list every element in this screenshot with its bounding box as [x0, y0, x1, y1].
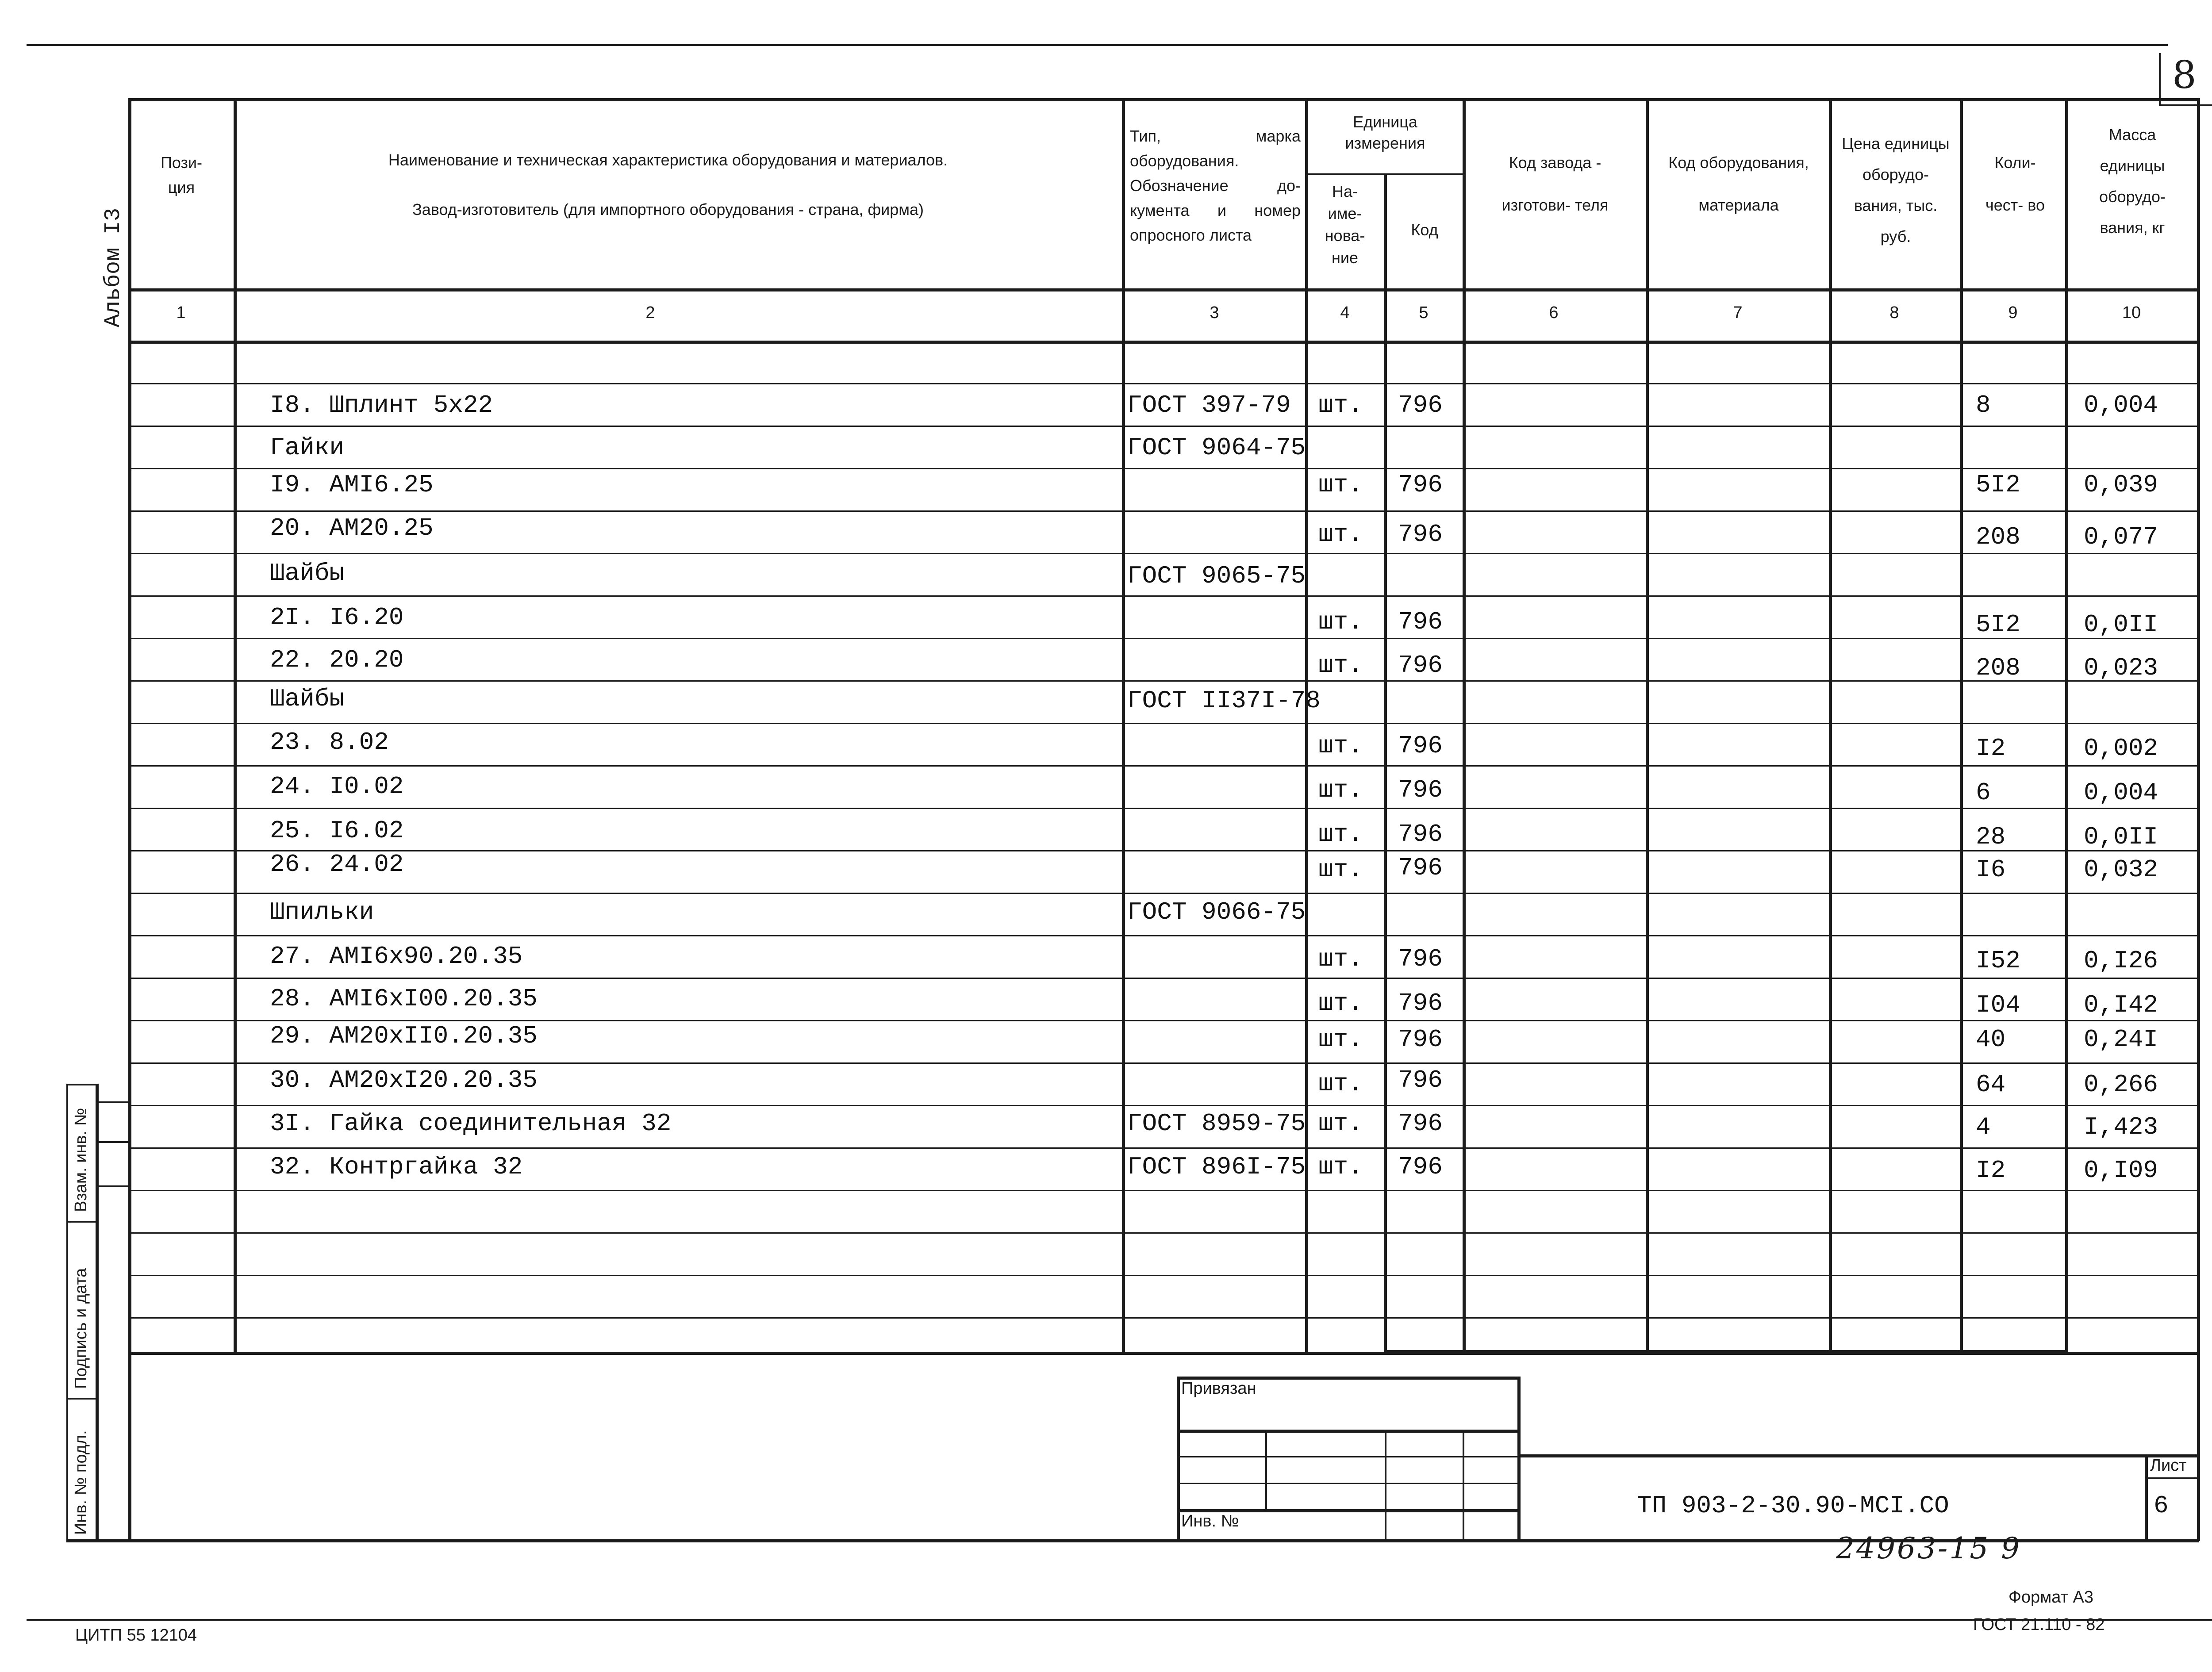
row-line	[128, 595, 2199, 597]
row-doc: ГОСТ 397-79	[1127, 391, 1291, 419]
column-number: 2	[645, 303, 655, 322]
row-name: 3I. Гайка соединительная 32	[270, 1109, 672, 1138]
row-line	[128, 1275, 2199, 1276]
col-line-2	[1122, 98, 1125, 1354]
column-number: 3	[1210, 303, 1219, 322]
row-unit: шт.	[1318, 820, 1363, 848]
row-qty: I6	[1976, 855, 2006, 884]
row-doc: ГОСТ II37I-78	[1127, 686, 1321, 715]
row-code: 796	[1398, 1066, 1443, 1094]
privyazan-box-col	[1265, 1430, 1267, 1509]
footer-left: ЦИТП 55 12104	[75, 1626, 197, 1645]
row-doc: ГОСТ 9066-75	[1127, 898, 1306, 926]
side-stamp-line	[96, 1141, 130, 1143]
privyazan-box-line	[1177, 1456, 1519, 1457]
privyazan-box-col	[1385, 1430, 1386, 1540]
row-code: 796	[1398, 1025, 1443, 1054]
row-code: 796	[1398, 945, 1443, 973]
row-line	[128, 1190, 2199, 1191]
row-qty: 6	[1976, 778, 1991, 807]
privyazan-box-right	[1517, 1377, 1521, 1540]
row-name: 30. AM20xI20.20.35	[270, 1066, 538, 1094]
row-code: 796	[1398, 391, 1443, 419]
table-body-bottom	[128, 1352, 2199, 1355]
row-line	[128, 765, 2199, 767]
col-line-7	[1829, 98, 1832, 1354]
privyazan-box-sub	[1177, 1430, 1519, 1433]
row-mass: 0,I09	[2084, 1156, 2158, 1185]
privyazan-box-col	[1463, 1430, 1464, 1540]
header-name-line1: Наименование и техническая характеристика оборудования и материалов.	[388, 151, 948, 169]
row-name: Шайбы	[270, 685, 345, 713]
side-stamp-divider	[66, 1398, 97, 1400]
col-line-8	[1960, 98, 1963, 1354]
row-mass: 0,077	[2084, 523, 2158, 551]
code-block-top	[1384, 341, 2067, 344]
side-stamp-left	[66, 1084, 68, 1541]
row-unit: шт.	[1318, 989, 1363, 1017]
row-line	[128, 1105, 2199, 1106]
row-unit: шт.	[1318, 651, 1363, 679]
row-qty: 4	[1976, 1113, 1991, 1141]
row-code: 796	[1398, 776, 1443, 804]
sheet-number: 6	[2154, 1492, 2169, 1520]
row-name: 27. AMI6x90.20.35	[270, 942, 523, 970]
column-number: 9	[2008, 303, 2018, 322]
row-qty: 5I2	[1976, 471, 2020, 499]
top-border-line	[27, 44, 2168, 46]
column-number: 6	[1549, 303, 1559, 322]
row-qty: 28	[1976, 823, 2006, 851]
row-mass: 0,023	[2084, 654, 2158, 682]
row-line	[128, 553, 2199, 554]
row-unit: шт.	[1318, 732, 1363, 760]
table-frame-left	[128, 98, 131, 1541]
row-qty: I52	[1976, 947, 2020, 975]
side-stamp-top	[66, 1084, 97, 1085]
table-frame-right	[2197, 98, 2200, 1541]
side-stamp-line	[96, 1185, 130, 1187]
row-qty: 64	[1976, 1070, 2006, 1099]
header-unit-name: На- име- нова- ние	[1325, 182, 1365, 267]
column-number: 1	[176, 303, 186, 322]
header-price: Цена единицы оборудо- вания, тыс. руб.	[1842, 134, 1950, 245]
privyazan-label: Привязан	[1181, 1379, 1256, 1398]
row-doc: ГОСТ 9064-75	[1127, 433, 1306, 462]
row-mass: 0,039	[2084, 471, 2158, 499]
row-unit: шт.	[1318, 1070, 1363, 1098]
row-unit: шт.	[1318, 471, 1363, 499]
column-number: 5	[1419, 303, 1429, 322]
row-name: 24. I0.02	[270, 772, 404, 801]
row-code: 796	[1398, 1153, 1443, 1181]
header-unit-group: Единица измерения	[1345, 113, 1425, 152]
col-line-1	[234, 98, 237, 1354]
stamp-inv-podl: Инв. № подл.	[72, 1430, 90, 1535]
sheet-corner-number: 8	[2172, 53, 2198, 97]
row-name: 29. AM20xII0.20.35	[270, 1022, 538, 1050]
row-line	[128, 1232, 2199, 1234]
row-code: 796	[1398, 989, 1443, 1017]
row-qty: I2	[1976, 734, 2006, 763]
row-doc: ГОСТ 8959-75	[1127, 1109, 1306, 1138]
row-code: 796	[1398, 608, 1443, 636]
sheet-number-box-left	[2145, 1454, 2148, 1540]
col-line-9	[2065, 98, 2068, 1354]
row-qty: I04	[1976, 991, 2020, 1019]
format-label: Формат А3	[2008, 1588, 2094, 1607]
column-number: 7	[1733, 303, 1743, 322]
row-qty: 8	[1976, 391, 1991, 419]
header-position: Пози- ция	[160, 153, 203, 196]
row-mass: 0,24I	[2084, 1025, 2158, 1054]
row-qty: 5I2	[1976, 610, 2020, 639]
col-line-4	[1384, 173, 1387, 1354]
row-mass: 0,I26	[2084, 947, 2158, 975]
sheet-label: Лист	[2150, 1456, 2187, 1475]
row-name: 2I. I6.20	[270, 603, 404, 632]
row-name: 28. AMI6xI00.20.35	[270, 985, 538, 1013]
col-line-6	[1646, 98, 1649, 1354]
header-name-line2: Завод-изготовитель (для импортного оборудования - страна, фирма)	[412, 200, 924, 219]
header-bottom-line	[128, 288, 2199, 291]
stamp-podpis-data: Подпись и дата	[72, 1268, 90, 1389]
row-unit: шт.	[1318, 1025, 1363, 1054]
row-code: 796	[1398, 732, 1443, 760]
row-code: 796	[1398, 471, 1443, 499]
row-code: 796	[1398, 820, 1443, 848]
row-line	[128, 850, 2199, 851]
row-unit: шт.	[1318, 1109, 1363, 1138]
row-name: 26. 24.02	[270, 850, 404, 878]
row-unit: шт.	[1318, 608, 1363, 636]
header-factory-code: Код завода - изготови- теля	[1502, 153, 1609, 214]
privyazan-box-line	[1177, 1483, 1519, 1484]
row-line	[128, 935, 2199, 936]
row-doc: ГОСТ 896I-75	[1127, 1153, 1306, 1181]
row-code: 796	[1398, 520, 1443, 548]
row-unit: шт.	[1318, 520, 1363, 548]
side-stamp-line	[96, 1101, 130, 1103]
sheet-lower-line	[27, 1619, 2212, 1621]
title-doc-line	[1517, 1454, 2199, 1457]
row-name: Шайбы	[270, 559, 345, 587]
row-line	[128, 426, 2199, 427]
header-quantity: Коли- чест- во	[1985, 153, 2045, 214]
row-line	[128, 1062, 2199, 1064]
side-stamp-divider	[66, 1221, 97, 1223]
row-line	[128, 808, 2199, 809]
row-code: 796	[1398, 854, 1443, 882]
row-unit: шт.	[1318, 1153, 1363, 1181]
row-code: 796	[1398, 1109, 1443, 1138]
row-qty: 208	[1976, 654, 2020, 682]
header-doc: Тип, марка оборудования. Обозначение до- кумента и номер опросного листа	[1130, 127, 1301, 244]
inv-no-label: Инв. №	[1181, 1512, 1239, 1530]
row-name: Гайки	[270, 433, 345, 462]
row-mass: I,423	[2084, 1113, 2158, 1141]
row-unit: шт.	[1318, 855, 1363, 884]
sheet-number-divider	[2145, 1477, 2198, 1479]
row-mass: 0,0II	[2084, 610, 2158, 639]
row-name: 25. I6.02	[270, 817, 404, 845]
row-code: 796	[1398, 651, 1443, 679]
row-line	[128, 893, 2199, 894]
row-mass: 0,I42	[2084, 991, 2158, 1019]
header-unit-code: Код	[1411, 221, 1438, 239]
document-code: ТП 903-2-30.90-МСI.СО	[1637, 1492, 1949, 1520]
row-line	[128, 680, 2199, 682]
row-mass: 0,002	[2084, 734, 2158, 763]
side-stamp-right	[96, 1084, 99, 1541]
corner-box-left	[2159, 53, 2161, 104]
row-qty: 208	[1976, 523, 2020, 551]
row-name: 22. 20.20	[270, 646, 404, 674]
row-name: 23. 8.02	[270, 728, 389, 756]
row-mass: 0,0II	[2084, 823, 2158, 851]
row-unit: шт.	[1318, 776, 1363, 804]
stamp-vzam-inv: Взам. инв. №	[72, 1108, 90, 1212]
table-frame-top	[128, 98, 2199, 101]
column-number: 4	[1340, 303, 1350, 322]
header-material-code: Код оборудования, материала	[1668, 153, 1809, 214]
row-qty: I2	[1976, 1156, 2006, 1185]
row-qty: 40	[1976, 1025, 2006, 1054]
column-number: 10	[2122, 303, 2141, 322]
row-mass: 0,266	[2084, 1070, 2158, 1099]
row-mass: 0,004	[2084, 778, 2158, 807]
row-line	[128, 1317, 2199, 1319]
footer-right: ГОСТ 21.110 - 82	[1973, 1615, 2105, 1634]
row-line	[128, 723, 2199, 724]
row-line	[128, 638, 2199, 639]
row-mass: 0,032	[2084, 855, 2158, 884]
row-unit: шт.	[1318, 391, 1363, 419]
row-unit: шт.	[1318, 945, 1363, 973]
col-line-5	[1463, 98, 1466, 1354]
row-name: I8. Шплинт 5x22	[270, 391, 493, 419]
row-line	[128, 1147, 2199, 1149]
corner-box-bottom	[2159, 104, 2212, 106]
privyazan-box-left	[1177, 1377, 1180, 1540]
row-name: 32. Контргайка 32	[270, 1153, 523, 1181]
row-line	[128, 383, 2199, 384]
row-name: Шпильки	[270, 898, 374, 926]
row-mass: 0,004	[2084, 391, 2158, 419]
row-line	[128, 468, 2199, 469]
header-mass: Масса единицы оборудо- вания, кг	[2099, 126, 2166, 237]
handwritten-number: 24963-15 9	[1836, 1531, 2022, 1565]
row-line	[128, 510, 2199, 512]
row-name: 20. AM20.25	[270, 514, 434, 542]
row-doc: ГОСТ 9065-75	[1127, 562, 1306, 590]
row-line	[128, 1020, 2199, 1021]
row-line	[128, 978, 2199, 979]
row-name: I9. AMI6.25	[270, 471, 434, 499]
column-number: 8	[1889, 303, 1899, 322]
album-label: Альбом I3	[101, 207, 126, 327]
